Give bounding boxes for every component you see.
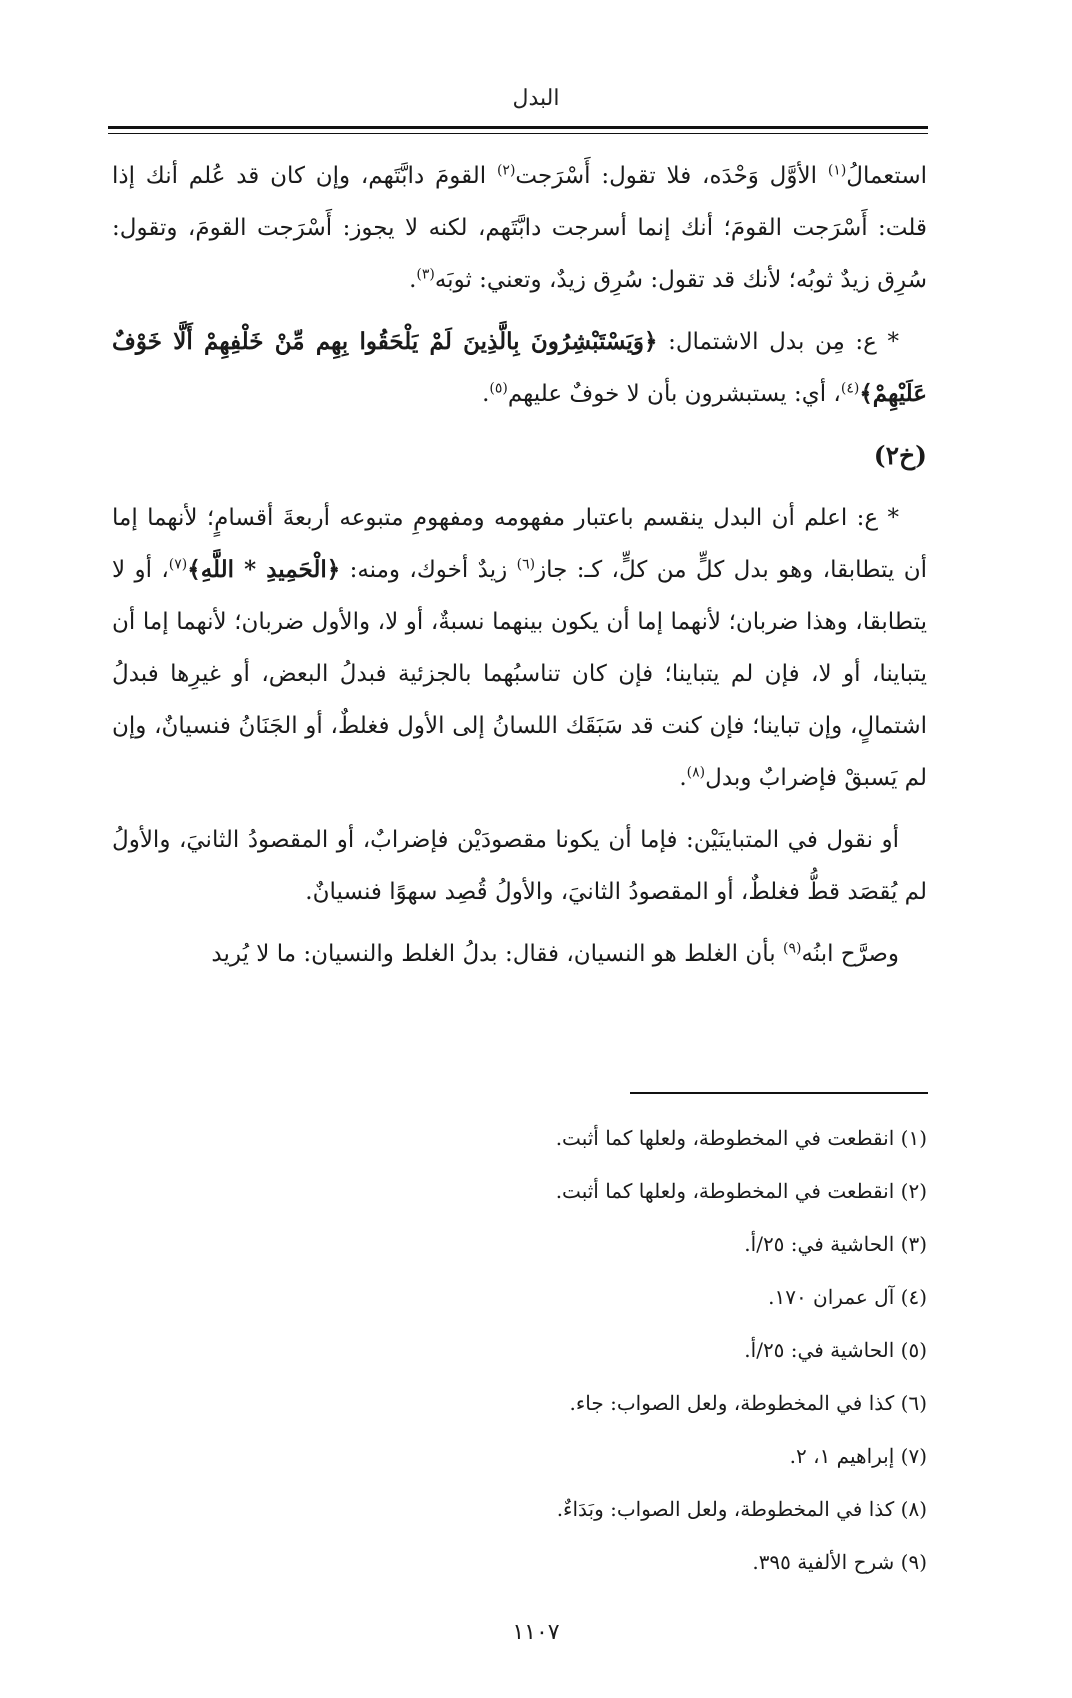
text-run: استعمالُ bbox=[846, 163, 927, 189]
text-run: * ع: اعلم أن البدل ينقسم باعتبار مفهومه ومفهومِ متبوعه أربعةَ أقسامٍ؛ لأنهما إما أن يتطابقا، وهو بدل كلٍّ من كلٍّ، كـ: جاز bbox=[112, 505, 927, 583]
footnote-ref-3[interactable]: (٣) bbox=[416, 266, 435, 283]
paragraph-5 bbox=[112, 928, 927, 980]
paragraph-2 bbox=[112, 316, 927, 420]
text-run: القومَ دابَّتَهم، وإن كان قد عُلم أنك إذا قلت: أَسْرَجت القومَ؛ أنك إنما أسرجت دابَّتَهم، لكنه لا يجوز: أَسْرَجت القومَ، وتقول: سُرِق زيدٌ ثوبُه؛ لأنك قد تقول: سُرِق زيدٌ، وتعني: ثوبَه bbox=[112, 163, 927, 293]
text-run: . bbox=[482, 381, 490, 407]
footnote-3: (٣) الحاشية في: ٢٥/أ. bbox=[744, 1232, 927, 1256]
section-marker: (خ٢) bbox=[873, 441, 927, 470]
footnote-9: (٩) شرح الألفية ٣٩٥. bbox=[752, 1550, 927, 1574]
text-run: . bbox=[679, 765, 687, 791]
main-text bbox=[112, 150, 927, 990]
footnote-ref-5[interactable]: (٥) bbox=[489, 380, 508, 397]
footnote-separator bbox=[630, 1092, 928, 1094]
text-run: وصرَّح ابنُه bbox=[801, 941, 899, 967]
text-run: ، أي: يستبشرون بأن لا خوفٌ عليهم bbox=[507, 381, 841, 407]
footnote-2: (٢) انقطعت في المخطوطة، ولعلها كما أثبت. bbox=[555, 1179, 927, 1203]
footnotes-list bbox=[112, 1112, 927, 1589]
header-rule-thin bbox=[108, 133, 928, 134]
footnote-ref-4[interactable]: (٤) bbox=[840, 380, 860, 397]
footnote-8: (٨) كذا في المخطوطة، ولعل الصواب: وبَدَاءٌ. bbox=[556, 1497, 927, 1521]
paragraph-3 bbox=[112, 492, 927, 804]
footnote-7: (٧) إبراهيم ١، ٢. bbox=[789, 1444, 927, 1468]
paragraph-1 bbox=[112, 150, 927, 306]
footnote-ref-2[interactable]: (٢) bbox=[496, 162, 516, 179]
footnote-ref-6[interactable]: (٦) bbox=[516, 556, 536, 573]
footnote-ref-9[interactable]: (٩) bbox=[782, 940, 802, 957]
quran-verse: ﴿الْحَمِيدِ * اللَّهِ﴾ bbox=[187, 556, 341, 583]
paragraph-4: أو نقول في المتباينَيْن: فإما أن يكونا مقصودَيْن فإضرابٌ، أو المقصودُ الثانيَ، والأولُ لم يُقصَد قطُّ فغلطٌ، أو المقصودُ الثانيَ، والأولُ قُصِد سهوًا فنسيانٌ. bbox=[112, 827, 927, 905]
text-run: * ع: مِن بدل الاشتمال: bbox=[657, 329, 899, 355]
page-number: ١١٠٧ bbox=[512, 1620, 560, 1645]
footnote-ref-8[interactable]: (٨) bbox=[686, 764, 706, 781]
text-run: . bbox=[409, 267, 417, 293]
header-rule-thick bbox=[108, 126, 928, 129]
footnote-ref-7[interactable]: (٧) bbox=[168, 556, 188, 573]
footnote-1: (١) انقطعت في المخطوطة، ولعلها كما أثبت. bbox=[555, 1126, 927, 1150]
text-run: ، أو لا يتطابقا، وهذا ضربان؛ لأنهما إما أن يكون بينهما نسبةٌ، أو لا، والأول ضربان؛ لأنهما إما أن يتباينا، أو لا، فإن لم يتباينا؛ فإن كان تناسبُهما بالجزئية فبدلُ البعض، أو غيرِها فبدلُ اشتمالٍ، وإن تباينا؛ فإن كنت قد سَبَقَك اللسانُ إلى الأول فغلطٌ، أو الجَنَانُ فنسيانٌ، وإن لم يَسبقْ فإضرابٌ وبدل bbox=[112, 557, 927, 791]
text-run: زيدٌ أخوك، ومنه: bbox=[340, 557, 517, 583]
footnote-5: (٥) الحاشية في: ٢٥/أ. bbox=[744, 1338, 927, 1362]
footnote-6: (٦) كذا في المخطوطة، ولعل الصواب: جاء. bbox=[569, 1391, 927, 1415]
text-run: بأن الغلط هو النسيان، فقال: بدلُ الغلط والنسيان: ما لا يُريد bbox=[211, 941, 783, 967]
quran-verse: ﴿وَيَسْتَبْشِرُونَ بِالَّذِينَ لَمْ يَلْحَقُوا بِهِم مِّنْ خَلْفِهِمْ أَلَّا خَوْفٌ عَلَيْهِمْ﴾ bbox=[112, 328, 927, 407]
text-run: الأوَّل وَحْدَه، فلا تقول: أَسْرَجت bbox=[515, 163, 828, 189]
footnote-ref-1[interactable]: (١) bbox=[827, 162, 847, 179]
footnote-4: (٤) آل عمران ١٧٠. bbox=[768, 1285, 927, 1309]
running-header: البدل bbox=[512, 86, 560, 111]
